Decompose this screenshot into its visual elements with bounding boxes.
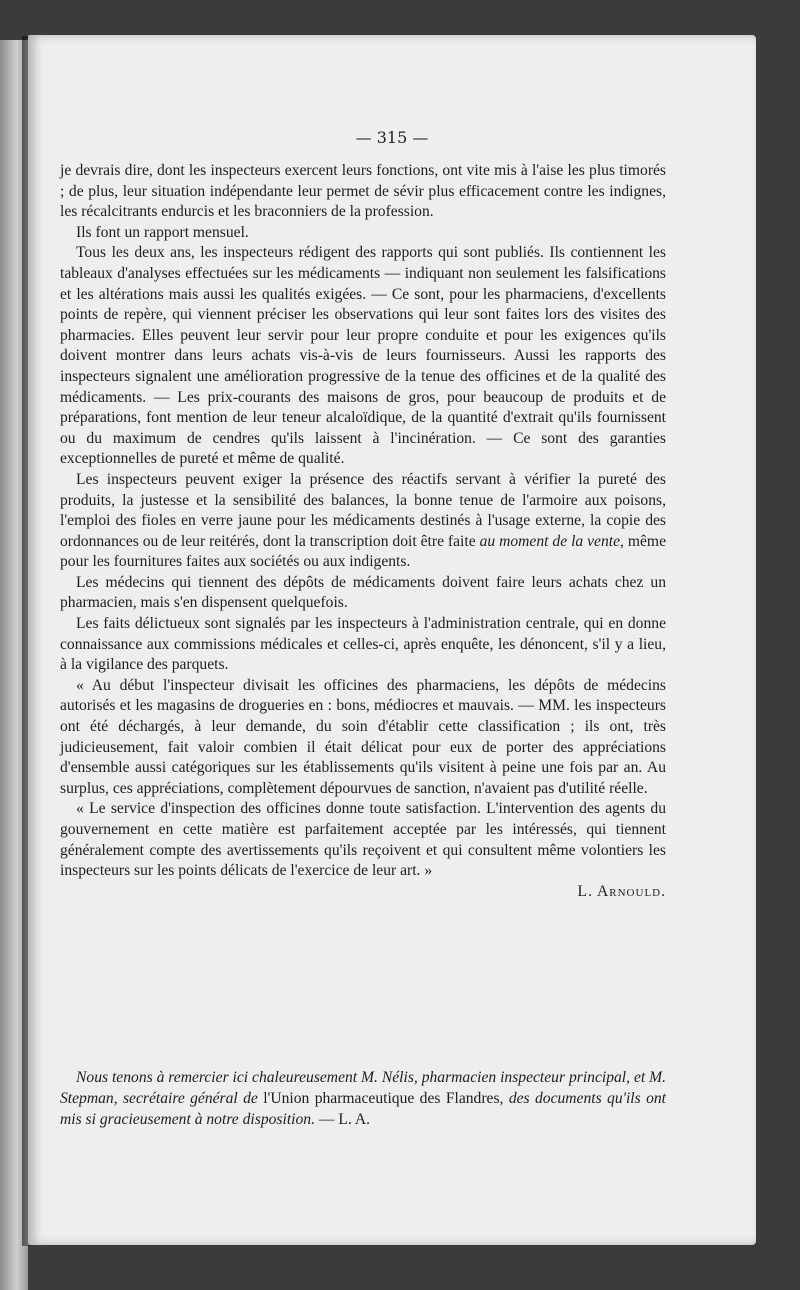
text-run: Les inspecteurs peuvent exiger la présence des réactifs servant à vérifier la pureté des produits, la justesse et la sensibilité des balances, la bonne tenue de l'armoire aux poisons, l'emploi des fioles en verre jaune pour les médicaments destinés à l'usage externe, la copie des ordonnances ou de leur reitérés, dont la transcription doit être faite: [60, 470, 666, 550]
paragraph: [60, 223, 666, 244]
text-run: « Le service d'inspection des officines donne toute satisfaction. L'intervention des agents du gouvernement en cette matière est parfaitement acceptée par les intéressés, qui tiennent généralement compte des avertissements qu'ils reçoivent et qui consultent même volontiers les inspecteurs sur les points délicats de l'exercice de leur art. »: [60, 800, 666, 880]
text-run: je devrais dire, dont les inspecteurs exercent leurs fonctions, ont vite mis à l'aise les plus timorés ; de plus, leur situation indépendante leur permet de sévir plus efficacement contre les indignes, les récalcitrants endurcis et les braconniers de la profession.: [60, 162, 666, 221]
page-number: — 315 —: [355, 128, 429, 147]
text-run: — L. A.: [314, 1111, 370, 1128]
paragraph: [60, 614, 666, 676]
paragraph: [60, 470, 666, 573]
italic-run: des documents qu'ils ont mis si gracieusement à notre disposition.: [60, 1090, 666, 1128]
body-text: [60, 161, 666, 902]
italic-run: au moment de la vente: [479, 532, 621, 550]
text-run: Ils font un rapport mensuel.: [76, 223, 249, 241]
author-signature: L. Arnould.: [577, 882, 666, 900]
text-run: « Au début l'inspecteur divisait les officines des pharmaciens, les dépôts de médecins autorisés et les magasins de drogueries en : bons, médiocres et mauvais. — MM. les inspecteurs ont été déchargés, à leur demande, du soin d'établir cette classification ; ils ont, très judicieusement, fait valoir combien il était délicat pour eux de porter des appréciations d'ensemble aussi catégoriques sur les établissements qu'ils visitent à peine une fois par an. Au surplus, ces appréciations, complètement dépourvues de sanction, n'avaient pas d'utilité réelle.: [60, 676, 666, 797]
paragraph: [60, 1067, 666, 1130]
text-run: l'Union pharmaceutique des Flandres,: [263, 1090, 509, 1107]
book-page: [28, 35, 756, 1245]
text-run: Les médecins qui tiennent des dépôts de médicaments doivent faire leurs achats chez un pharmacien, mais s'en dispensent quelquefois.: [60, 573, 666, 612]
paragraph: [60, 799, 666, 881]
signature-line: [60, 882, 666, 903]
italic-run: Nous tenons à remercier ici chaleureusement M. Nélis, pharmacien inspecteur principal, et M. Stepman, secrétaire général de: [60, 1069, 666, 1107]
text-run: Tous les deux ans, les inspecteurs rédigent des rapports qui sont publiés. Ils contiennent les tableaux d'analyses effectuées sur les médicaments — indiquant non seulement les falsifications et les altérations mais aussi les qualités exigées. — Ce sont, pour les pharmaciens, d'excellents points de repère, qui viennent préciser les observations qui leur sont faites lors des visites des pharmacies. Elles peuvent leur servir pour leur propre conduite et pour les exigences qu'ils doivent montrer dans leurs achats vis-à-vis de leurs fournisseurs. Aussi les rapports des inspecteurs signalent une amélioration progressive de la tenue des officines et de la qualité des médicaments. — Les prix-courants des maisons de gros, pour beaucoup de produits et de préparations, font mention de leur teneur alcaloïdique, de la quantité d'extrait qu'ils fournissent ou du maximum de cendres qu'ils laissent à l'incinération. — Ce sont des garanties exceptionnelles de pureté et même de qualité.: [60, 244, 666, 468]
text-run: , même pour les fournitures faites aux sociétés ou aux indigents.: [60, 532, 666, 571]
paragraph: [60, 573, 666, 614]
paragraph: [60, 243, 666, 470]
text-run: Les faits délictueux sont signalés par les inspecteurs à l'administration centrale, qui en donne connaissance aux commissions médicales et celles-ci, après enquête, les dénoncent, s'il y a lieu, à la vigilance des parquets.: [60, 615, 666, 674]
acknowledgement-note: [60, 1067, 666, 1130]
paragraph: [60, 676, 666, 800]
paragraph: [60, 161, 666, 223]
